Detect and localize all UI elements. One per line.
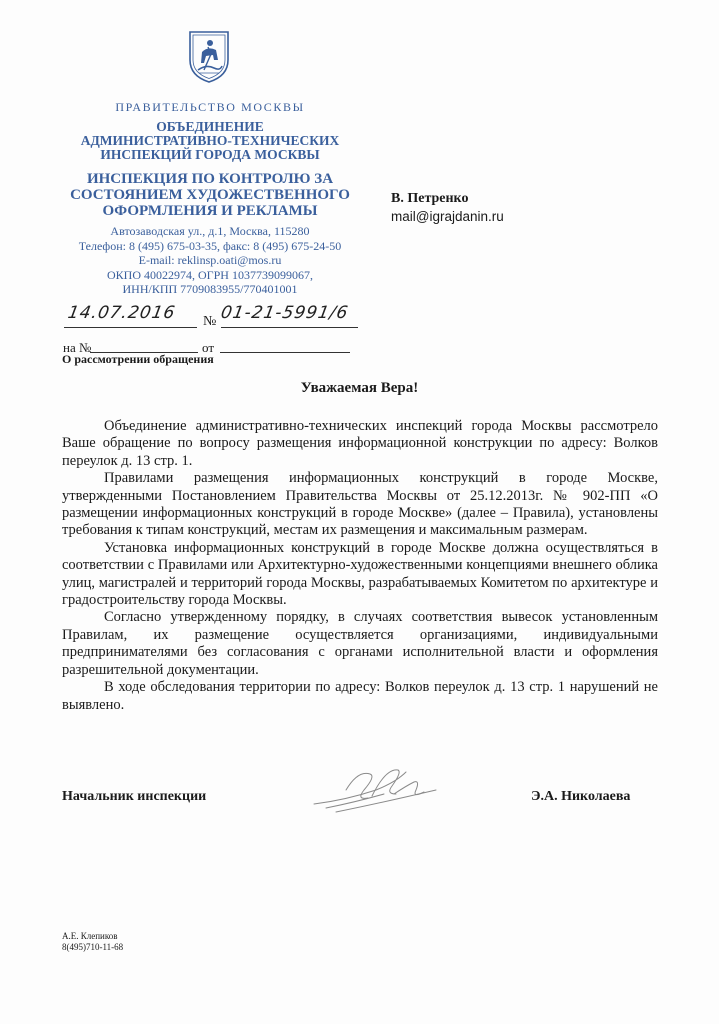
body-paragraph: Правилами размещения информационных конструкций в городе Москве, утвержденными Постановлением Правительства Москвы от 25.12.2013г. № 902-ПП «О размещении информационных конструкций в городе Москве» (далее – Правила), установлены требования к типам конструкций, местам их размещения и максимальным размерам. xyxy=(62,470,658,539)
body-paragraph: Установка информационных конструкций в городе Москве должна осуществляться в соответствии с Правилами или Архитектурно-художественными концепциями внешнего облика улиц, магистралей и территорий города Москвы, разрабатываемых Комитетом по архитектуре и градостроительству города Москвы. xyxy=(62,539,658,609)
body-paragraph: Объединение административно-технических инспекций города Москвы рассмотрело Ваше обращение по вопросу размещения информационной конструкции по адресу: Волков переулок д. 13 стр. 1. xyxy=(62,418,658,469)
executor-block xyxy=(62,931,123,953)
org-line: АДМИНИСТРАТИВНО-ТЕХНИЧЕСКИХ xyxy=(80,133,340,148)
reference-date-label: от xyxy=(202,340,215,355)
body-paragraph: В ходе обследования территории по адресу: Волков переулок д. 13 стр. 1 нарушений не выявлено. xyxy=(62,679,658,713)
contact-block xyxy=(50,224,370,297)
number-underline xyxy=(221,327,358,328)
dept-line: ИНСПЕКЦИЯ ПО КОНТРОЛЮ ЗА xyxy=(86,171,334,187)
registration-number-label: № xyxy=(203,314,217,329)
inn-line: ИНН/КПП 7709083955/770401001 xyxy=(122,282,298,297)
organization-name xyxy=(50,120,370,162)
okpo-line: ОКПО 40022974, ОГРН 1037739099067, xyxy=(107,267,313,282)
registration-number: 01-21-5991/6 xyxy=(219,303,351,323)
recipient-block xyxy=(391,190,504,226)
reference-number-label: на № xyxy=(63,340,92,355)
dept-line: ОФОРМЛЕНИЯ И РЕКЛАМЫ xyxy=(102,203,318,219)
government-heading: ПРАВИТЕЛЬСТВО МОСКВЫ xyxy=(115,100,305,114)
letter-body xyxy=(62,418,658,714)
org-line: ИНСПЕКЦИЙ ГОРОДА МОСКВЫ xyxy=(100,147,320,162)
org-line: ОБЪЕДИНЕНИЕ xyxy=(156,119,264,134)
email-line: E-mail: reklinsp.oati@mos.ru xyxy=(138,253,282,268)
registration-date: 14.07.2016 xyxy=(66,303,178,323)
dept-line: СОСТОЯНИЕМ ХУДОЖЕСТВЕННОГО xyxy=(70,187,350,203)
letter-subject: О рассмотрении обращения xyxy=(62,352,214,366)
handwritten-signature-icon xyxy=(306,760,446,820)
signatory-title: Начальник инспекции xyxy=(62,789,207,804)
date-underline xyxy=(64,327,197,328)
moscow-coat-of-arms-icon xyxy=(188,30,230,84)
recipient-name: В. Петренко xyxy=(391,191,469,206)
greeting: Уважаемая Вера! xyxy=(300,380,419,396)
reference-date-underline xyxy=(220,352,350,353)
recipient-email: mail@igrajdanin.ru xyxy=(391,209,504,224)
phone-line: Телефон: 8 (495) 675-03-35, факс: 8 (495) 675-24-50 xyxy=(78,238,342,253)
department-name xyxy=(50,171,370,219)
address-line: Автозаводская ул., д.1, Москва, 115280 xyxy=(110,224,310,238)
signatory-name: Э.А. Николаева xyxy=(531,789,631,804)
executor-name: А.Е. Клепиков xyxy=(62,931,118,941)
executor-phone: 8(495)710-11-68 xyxy=(62,942,124,952)
body-paragraph: Согласно утвержденному порядку, в случаях соответствия вывесок установленным Правилам, их размещение осуществляется организациями, индивидуальными предпринимателями без согласования с органами исполнительной власти и оформления разрешительной документации. xyxy=(62,609,658,678)
